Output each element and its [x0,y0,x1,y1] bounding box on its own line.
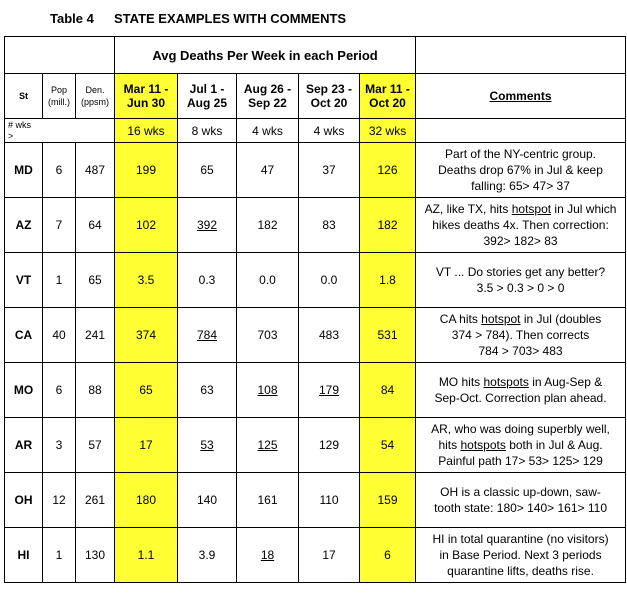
table-row [5,198,626,253]
deaths-period-3: 161 [237,473,299,528]
col-header-period-2 [178,74,237,119]
state-code: AR [5,418,43,473]
comment [416,308,626,363]
comment-text: CA hits [439,312,482,326]
deaths-period-4: 110 [299,473,360,528]
population: 1 [43,528,76,583]
deaths-period-total: 6 [360,528,416,583]
table-row [5,528,626,583]
comment-hotspot: hotspots [483,375,529,389]
deaths-period-total: 182 [360,198,416,253]
period-1-end: Jun 30 [127,96,166,110]
deaths-period-2: 0.3 [178,253,237,308]
col-header-period-3 [237,74,299,119]
table-row [5,253,626,308]
deaths-period-1: 374 [115,308,178,363]
weeks-label-line2: > [8,130,14,141]
comment-line: falling: 65> 47> 37 [471,179,570,193]
comment-line: 3.5 > 0.3 > 0 > 0 [476,281,565,295]
period-group-header: Avg Deaths Per Week in each Period [115,37,416,74]
comment-line: 392> 182> 83 [483,234,558,248]
col-header-st: St [5,74,43,119]
table-row [5,418,626,473]
deaths-period-1: 102 [115,198,178,253]
comment-line: Part of the NY-centric group. [445,147,597,161]
comment-line: AR, who was doing superbly well, [431,422,610,436]
deaths-period-3: 182 [237,198,299,253]
deaths-period-2: 3.9 [178,528,237,583]
state-code: AZ [5,198,43,253]
weeks-period-4: 4 wks [299,119,360,143]
comment-line: Deaths drop 67% in Jul & keep [438,163,603,177]
deaths-period-4: 37 [299,143,360,198]
state-code: OH [5,473,43,528]
col-header-pop [43,74,76,119]
table-title [0,0,627,36]
period-total-start: Mar 11 - [365,82,410,96]
comment-line: hikes deaths 4x. Then correction: [432,218,609,232]
deaths-period-4: 0.0 [299,253,360,308]
comment [416,253,626,308]
comment-line: in Base Period. Next 3 periods [439,548,602,562]
comment-text: MO hits [438,375,484,389]
state-code: CA [5,308,43,363]
comment [416,198,626,253]
population: 40 [43,308,76,363]
col-header-den-line1: Den. [85,85,105,95]
weeks-period-total: 32 wks [360,119,416,143]
col-header-period-total [360,74,416,119]
comment-hotspot: hotspot [481,312,521,326]
col-header-pop-line1: Pop [50,85,67,95]
deaths-period-3: 125 [237,418,299,473]
state-code: VT [5,253,43,308]
weeks-period-3: 4 wks [237,119,299,143]
header-row-columns [5,74,626,119]
state-code: MD [5,143,43,198]
comment-line [418,374,623,390]
comment-line: Painful path 17> 53> 125> 129 [438,454,603,468]
col-header-den [76,74,115,119]
comment [416,363,626,418]
deaths-period-total: 1.8 [360,253,416,308]
population: 1 [43,253,76,308]
deaths-period-1: 65 [115,363,178,418]
header-blank-comments [416,37,626,74]
deaths-period-2: 140 [178,473,237,528]
comment-text: AZ, like TX, hits [424,202,512,216]
deaths-period-1: 17 [115,418,178,473]
comment-line: 374 > 784). Then corrects [451,328,590,342]
deaths-period-2: 784 [178,308,237,363]
population: 6 [43,143,76,198]
density: 57 [76,418,115,473]
deaths-period-4: 179 [299,363,360,418]
deaths-period-4: 129 [299,418,360,473]
col-header-pop-line2: (mill.) [48,97,70,107]
comment-line: quarantine lifts, deaths rise. [447,564,594,578]
comment [416,473,626,528]
col-header-period-1 [115,74,178,119]
table-number: Table 4 [50,11,94,26]
comment [416,528,626,583]
comment-line: OH is a classic up-down, saw- [440,485,601,499]
density: 130 [76,528,115,583]
deaths-period-2: 63 [178,363,237,418]
weeks-label-line1: # wks [8,119,32,130]
header-row-group [5,37,626,74]
period-1-start: Mar 11 - [123,82,169,96]
table-heading: STATE EXAMPLES WITH COMMENTS [114,11,347,26]
state-code: MO [5,363,43,418]
weeks-label [5,119,115,143]
col-header-period-4 [299,74,360,119]
col-header-den-line2: (ppsm) [81,97,110,107]
comment-line [418,437,623,453]
period-4-end: Oct 20 [310,96,348,110]
comment-line: tooth state: 180> 140> 161> 110 [434,501,607,515]
deaths-period-4: 483 [299,308,360,363]
comment-text: in Jul (doubles [520,312,602,326]
deaths-period-3: 0.0 [237,253,299,308]
comment-line: Sep-Oct. Correction plan ahead. [434,391,607,405]
comment-hotspot: hotspots [460,438,506,452]
density: 88 [76,363,115,418]
deaths-period-1: 3.5 [115,253,178,308]
population: 3 [43,418,76,473]
deaths-period-1: 180 [115,473,178,528]
population: 7 [43,198,76,253]
deaths-period-3: 47 [237,143,299,198]
deaths-period-3: 18 [237,528,299,583]
table-row [5,308,626,363]
deaths-period-1: 199 [115,143,178,198]
comment [416,143,626,198]
header-blank [5,37,115,74]
weeks-period-2: 8 wks [178,119,237,143]
weeks-period-1: 16 wks [115,119,178,143]
comment [416,418,626,473]
period-4-start: Sep 23 - [306,82,353,96]
deaths-period-3: 703 [237,308,299,363]
density: 64 [76,198,115,253]
density: 65 [76,253,115,308]
deaths-period-total: 159 [360,473,416,528]
weeks-comments-blank [416,119,626,143]
deaths-period-2: 53 [178,418,237,473]
deaths-period-total: 531 [360,308,416,363]
population: 12 [43,473,76,528]
deaths-period-2: 392 [178,198,237,253]
deaths-period-3: 108 [237,363,299,418]
comment-text: in Jul which [551,202,617,216]
period-total-end: Oct 20 [369,96,406,110]
weeks-row [5,119,626,143]
density: 261 [76,473,115,528]
period-3-start: Aug 26 - [243,82,292,96]
comment-line [418,311,623,327]
comment-line [418,201,623,217]
deaths-period-total: 126 [360,143,416,198]
comment-text: in Aug-Sep & [528,375,603,389]
state-code: HI [5,528,43,583]
deaths-period-1: 1.1 [115,528,178,583]
state-examples-table [4,36,626,583]
deaths-period-4: 17 [299,528,360,583]
population: 6 [43,363,76,418]
comment-text: both in Jul & Aug. [505,438,603,452]
comment-text: hits [438,438,461,452]
period-2-end: Aug 25 [187,96,228,110]
deaths-period-total: 54 [360,418,416,473]
period-2-start: Jul 1 - [189,82,225,96]
col-header-comments: Comments [416,74,626,119]
table-row [5,473,626,528]
deaths-period-4: 83 [299,198,360,253]
comment-line: HI in total quarantine (no visitors) [432,532,609,546]
table-row [5,363,626,418]
period-3-end: Sep 22 [248,96,287,110]
comment-line: 784 > 703> 483 [478,344,563,358]
deaths-period-2: 65 [178,143,237,198]
deaths-period-total: 84 [360,363,416,418]
density: 487 [76,143,115,198]
comment-hotspot: hotspot [511,202,552,216]
comment-line: VT ... Do stories get any better? [435,265,606,279]
density: 241 [76,308,115,363]
table-row [5,143,626,198]
